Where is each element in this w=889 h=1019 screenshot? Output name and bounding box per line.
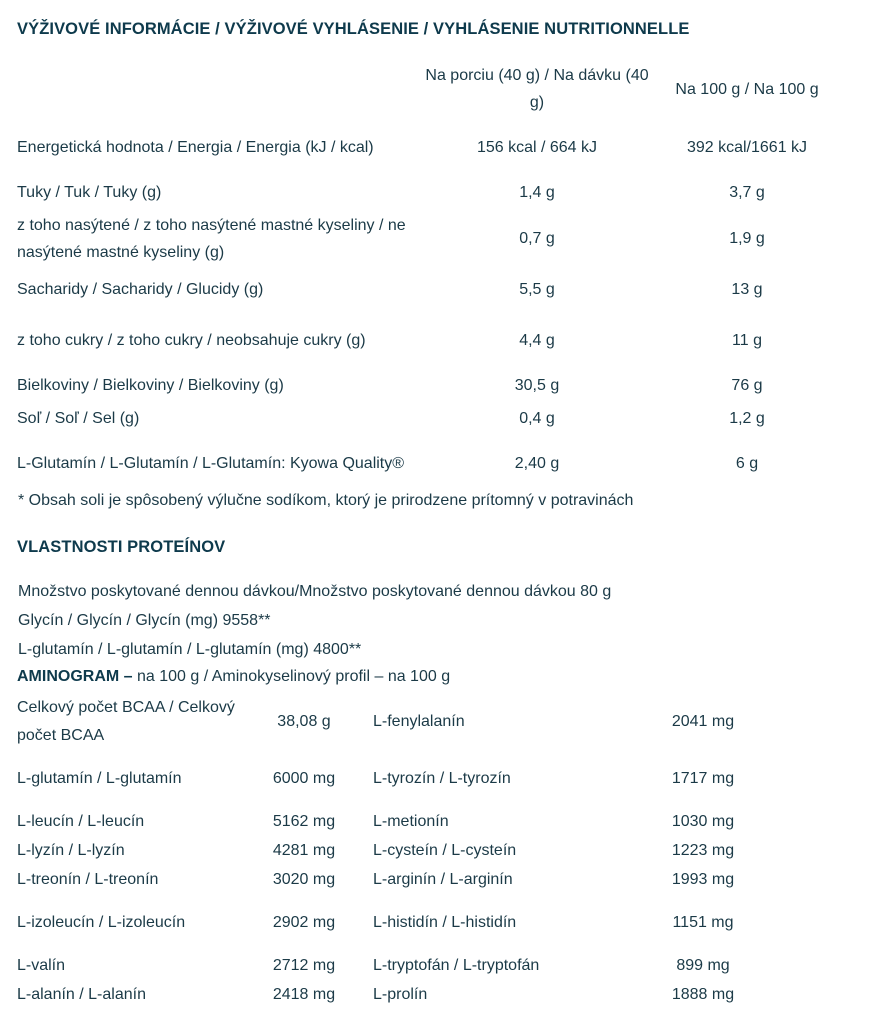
per-100g-value: 1,2 g [729, 410, 765, 427]
nutrient-label: Sacharidy / Sacharidy / Glucidy (g) [17, 281, 264, 298]
per-100g-value: 3,7 g [729, 184, 765, 201]
column-header-per-100g: Na 100 g / Na 100 g [675, 80, 819, 98]
nutrient-label: Energetická hodnota / Energia / Energia (kJ / kcal) [17, 138, 374, 156]
amino-row [17, 980, 768, 1009]
amino-value: 2418 mg [272, 985, 336, 1003]
nutrient-label: z toho cukry / z toho cukry / neobsahuje cukry (g) [17, 331, 366, 349]
nutrition-row [17, 176, 837, 209]
per-100g-value: 13 g [731, 281, 763, 298]
amino-name: L-leucín / L-leucín [17, 812, 145, 830]
per-100g-value: 11 g [732, 331, 762, 349]
amino-value: 1151 mg [672, 913, 734, 931]
amino-value: 4281 mg [272, 841, 336, 859]
salt-footnote: * Obsah soli je spôsobený výlučne sodíkom, ktorý je prirodzene prítomný v potravinách [18, 492, 634, 509]
aminogram-table [17, 693, 768, 1009]
amino-name: L-lyzín / L-lyzín [17, 841, 125, 859]
nutrition-row [17, 118, 837, 176]
glycine-line: Glycín / Glycín / Glycín (mg) 9558** [18, 612, 271, 629]
amino-value: 1993 mg [671, 870, 735, 888]
amino-value: 2712 mg [272, 956, 336, 974]
nutrition-row [17, 268, 837, 311]
amino-name: L-metionín [373, 812, 449, 830]
amino-name: L-alanín / L-alanín [17, 985, 146, 1003]
aminogram-title-bold: AMINOGRAM – [17, 668, 133, 685]
amino-name: L-histidín / L-histidín [373, 913, 517, 931]
amino-value: 1223 mg [671, 841, 735, 859]
nutrition-row [17, 209, 837, 268]
amino-value: 1717 mg [671, 769, 735, 787]
nutrition-row [17, 311, 837, 369]
amino-row [17, 693, 768, 750]
glutamine-line: L-glutamín / L-glutamín / L-glutamín (mg) 4800** [18, 641, 362, 658]
amino-row [17, 750, 768, 807]
amino-name: L-fenylalanín [373, 712, 465, 730]
per-portion-value: 0,4 g [519, 410, 555, 427]
amino-name: L-izoleucín / L-izoleucín [17, 913, 186, 931]
per-portion-value: 30,5 g [514, 377, 560, 394]
per-100g-value: 76 g [731, 377, 763, 394]
nutrition-table [17, 60, 837, 491]
nutrition-title: VÝŽIVOVÉ INFORMÁCIE / VÝŽIVOVÉ VYHLÁSENIE / VYHLÁSENIE NUTRITIONNELLE [17, 20, 690, 38]
amino-value: 38,08 g [277, 712, 331, 730]
amino-name: Celkový počet BCAA / Celkový počet BCAA [17, 698, 235, 744]
nutrient-label: Soľ / Soľ / Sel (g) [17, 410, 140, 427]
per-portion-value: 4,4 g [519, 331, 555, 349]
amino-name: L-glutamín / L-glutamín [17, 769, 182, 787]
amino-row [17, 807, 768, 836]
amino-name: L-treonín / L-treonín [17, 870, 159, 888]
amino-value: 5162 mg [272, 812, 336, 830]
amino-value: 1030 mg [671, 812, 735, 830]
amino-value: 1888 mg [671, 985, 735, 1003]
per-portion-value: 156 kcal / 664 kJ [476, 138, 598, 156]
amino-value: 2902 mg [272, 913, 336, 931]
protein-title: VLASTNOSTI PROTEÍNOV [17, 538, 226, 556]
aminogram-title [17, 668, 450, 686]
amino-name: L-valín [17, 956, 66, 974]
per-portion-value: 5,5 g [519, 281, 555, 298]
amino-value: 2041 mg [671, 712, 735, 730]
per-portion-value: 0,7 g [519, 230, 555, 247]
column-header-per-portion: Na porciu (40 g) / Na dávku (40 g) [425, 67, 649, 111]
aminogram-title-rest: na 100 g / Aminokyselinový profil – na 100 g [132, 668, 451, 685]
nutrient-label: Tuky / Tuk / Tuky (g) [17, 184, 162, 201]
amino-value: 6000 mg [272, 769, 336, 787]
per-100g-value: 6 g [735, 454, 759, 472]
amino-name: L-prolín [373, 985, 428, 1003]
amino-row [17, 894, 768, 951]
amino-name: L-arginín / L-arginín [373, 870, 513, 888]
nutrition-row [17, 369, 837, 402]
nutrient-label: L-Glutamín / L-Glutamín / L-Glutamín: Kyowa Quality® [17, 454, 405, 472]
amino-row [17, 865, 768, 894]
amino-name: L-tyrozín / L-tyrozín [373, 769, 511, 787]
amino-name: L-cysteín / L-cysteín [373, 841, 517, 859]
nutrition-row [17, 402, 837, 435]
amino-row [17, 836, 768, 865]
amino-row [17, 951, 768, 980]
per-100g-value: 392 kcal/1661 kJ [686, 138, 808, 156]
amino-value: 899 mg [676, 956, 730, 974]
daily-dose-line: Množstvo poskytované dennou dávkou/Množstvo poskytované dennou dávkou 80 g [18, 583, 612, 600]
per-portion-value: 1,4 g [519, 184, 555, 201]
amino-value: 3020 mg [272, 870, 336, 888]
nutrient-label: Bielkoviny / Bielkoviny / Bielkoviny (g) [17, 377, 284, 394]
nutrition-header-row [17, 60, 837, 118]
nutrient-label: z toho nasýtené / z toho nasýtené mastné kyseliny / ne nasýtené mastné kyseliny (g) [17, 216, 406, 261]
per-portion-value: 2,40 g [514, 454, 560, 472]
amino-name: L-tryptofán / L-tryptofán [373, 956, 540, 974]
nutrition-row [17, 435, 837, 491]
per-100g-value: 1,9 g [729, 230, 765, 247]
